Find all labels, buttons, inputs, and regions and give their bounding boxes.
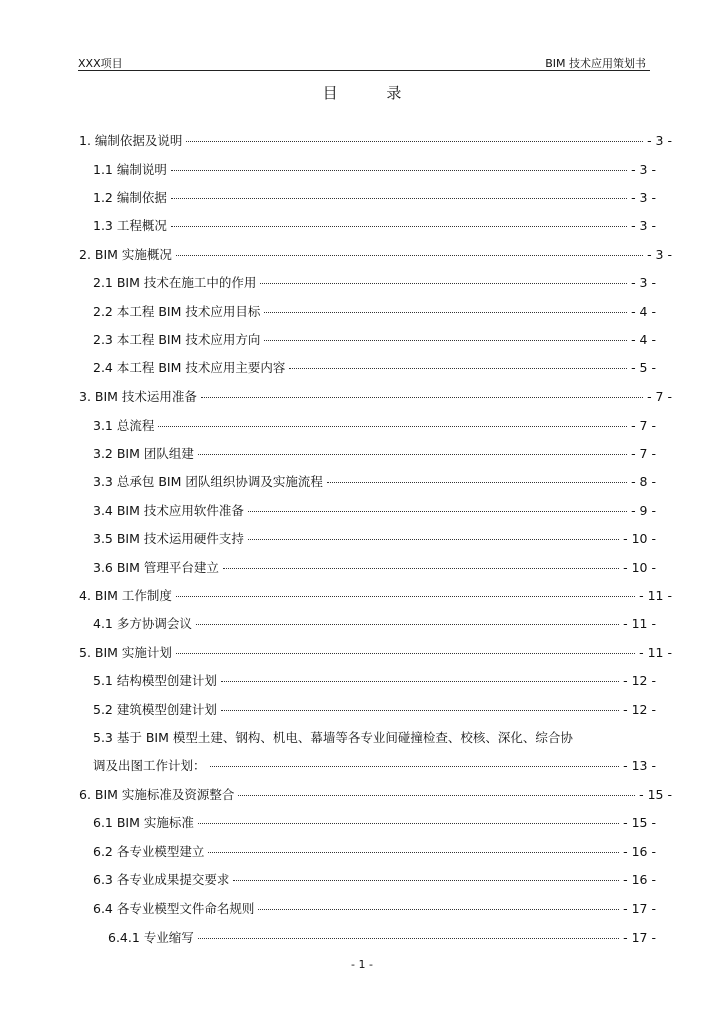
toc-entry-page: - 10 - xyxy=(623,531,656,546)
toc-entry-page: - 3 - xyxy=(647,133,672,148)
toc-entry-label: 3. BIM 技术运用准备 xyxy=(79,389,197,404)
toc-entry-label: 3.3 总承包 BIM 团队组织协调及实施流程 xyxy=(93,474,323,489)
toc-entry-page: - 9 - xyxy=(631,503,656,518)
toc-entry[interactable] xyxy=(93,188,656,206)
toc-entry[interactable] xyxy=(79,785,672,803)
toc-entry-label: 3.2 BIM 团队组建 xyxy=(93,446,194,461)
toc-entry-label: 1.1 编制说明 xyxy=(93,162,167,177)
toc-entry-label: 1. 编制依据及说明 xyxy=(79,133,183,148)
dot-leader xyxy=(327,481,627,483)
toc-entry-label: 6.3 各专业成果提交要求 xyxy=(93,872,230,887)
toc-entry[interactable] xyxy=(93,842,656,860)
toc-entry[interactable] xyxy=(93,160,656,178)
toc-entry[interactable] xyxy=(93,273,656,291)
toc-entry-page: - 3 - xyxy=(631,218,656,233)
toc-entry-label: 6.2 各专业模型建立 xyxy=(93,844,205,859)
toc-entry-label: 1.3 工程概况 xyxy=(93,218,167,233)
toc-entry[interactable] xyxy=(93,700,656,718)
toc-entry[interactable] xyxy=(93,216,656,234)
toc-entry-page: - 7 - xyxy=(631,418,656,433)
toc-entry-page: - 3 - xyxy=(631,275,656,290)
dot-leader xyxy=(198,822,619,824)
toc-entry-label: 2.4 本工程 BIM 技术应用主要内容 xyxy=(93,360,286,375)
toc-entry-wrapped-line[interactable]: 5.3 基于 BIM 模型土建、钢构、机电、幕墙等各专业间碰撞检查、校核、深化、综合协 xyxy=(93,730,573,745)
toc-entry-label: 3.1 总流程 xyxy=(93,418,155,433)
toc-entry[interactable] xyxy=(93,358,656,376)
toc-entry-page: - 3 - xyxy=(647,247,672,262)
dot-leader xyxy=(248,510,627,512)
toc-entry-label: 调及出图工作计划： xyxy=(93,758,206,773)
toc-entry[interactable] xyxy=(79,245,672,263)
dot-leader xyxy=(196,623,619,625)
dot-leader xyxy=(248,538,619,540)
toc-entry-label: 4.1 多方协调会议 xyxy=(93,616,192,631)
toc-entry[interactable] xyxy=(79,131,672,149)
toc-entry-page: - 3 - xyxy=(631,190,656,205)
toc-entry-label: 6. BIM 实施标准及资源整合 xyxy=(79,787,235,802)
toc-entry[interactable] xyxy=(93,416,656,434)
toc-entry-page: - 3 - xyxy=(631,162,656,177)
toc-entry-label: 6.1 BIM 实施标准 xyxy=(93,815,194,830)
toc-entry-page: - 11 - xyxy=(623,616,656,631)
dot-leader xyxy=(210,765,620,767)
toc-entry-page: - 8 - xyxy=(631,474,656,489)
toc-title: 目 录 xyxy=(322,84,424,102)
toc-entry-page: - 5 - xyxy=(631,360,656,375)
toc-entry[interactable] xyxy=(93,302,656,320)
toc-entry-page: - 16 - xyxy=(623,872,656,887)
toc-entry-page: - 10 - xyxy=(623,560,656,575)
dot-leader xyxy=(176,595,635,597)
toc-entry-page: - 13 - xyxy=(623,758,656,773)
dot-leader xyxy=(208,851,619,853)
toc-entry-page: - 12 - xyxy=(623,702,656,717)
toc-entry-label: 2.1 BIM 技术在施工中的作用 xyxy=(93,275,257,290)
toc-entry[interactable] xyxy=(93,444,656,462)
toc-entry[interactable] xyxy=(93,330,656,348)
dot-leader xyxy=(233,879,619,881)
dot-leader xyxy=(221,709,619,711)
dot-leader xyxy=(186,140,643,142)
dot-leader xyxy=(221,680,619,682)
toc-entry-label: 6.4.1 专业缩写 xyxy=(108,930,194,945)
toc-entry[interactable] xyxy=(93,756,656,774)
toc-entry[interactable] xyxy=(93,614,656,632)
toc-entry[interactable] xyxy=(93,558,656,576)
toc-entry-label: 2. BIM 实施概况 xyxy=(79,247,172,262)
toc-entry[interactable] xyxy=(93,472,656,490)
toc-entry-page: - 16 - xyxy=(623,844,656,859)
dot-leader xyxy=(201,396,643,398)
dot-leader xyxy=(238,794,635,796)
toc-entry-label: 5.2 建筑模型创建计划 xyxy=(93,702,217,717)
toc-entry-page: - 4 - xyxy=(631,304,656,319)
dot-leader xyxy=(198,453,627,455)
dot-leader xyxy=(198,937,619,939)
toc-entry-label: 2.2 本工程 BIM 技术应用目标 xyxy=(93,304,261,319)
dot-leader xyxy=(171,197,627,199)
toc-entry-page: - 17 - xyxy=(623,901,656,916)
toc-entry-page: - 7 - xyxy=(631,446,656,461)
dot-leader xyxy=(264,311,627,313)
toc-entry-page: - 12 - xyxy=(623,673,656,688)
toc-entry-label: 6.4 各专业模型文件命名规则 xyxy=(93,901,255,916)
toc-entry-label: 3.5 BIM 技术运用硬件支持 xyxy=(93,531,244,546)
toc-entry-page: - 11 - xyxy=(639,588,672,603)
toc-entry[interactable] xyxy=(93,529,656,547)
dot-leader xyxy=(158,425,627,427)
toc-entry-label: 4. BIM 工作制度 xyxy=(79,588,172,603)
dot-leader xyxy=(264,339,627,341)
page-header xyxy=(78,52,650,71)
toc-entry[interactable] xyxy=(93,899,656,917)
toc-entry[interactable] xyxy=(93,671,656,689)
dot-leader xyxy=(171,225,627,227)
toc-entry-label: 3.6 BIM 管理平台建立 xyxy=(93,560,219,575)
toc-entry[interactable] xyxy=(108,928,656,946)
dot-leader xyxy=(223,567,619,569)
dot-leader xyxy=(258,908,619,910)
header-project-name: XXX项目 xyxy=(78,57,123,70)
toc-entry-label: 3.4 BIM 技术应用软件准备 xyxy=(93,503,244,518)
toc-entry-page: - 15 - xyxy=(639,787,672,802)
toc-entry-page: - 17 - xyxy=(623,930,656,945)
toc-entry-page: - 7 - xyxy=(647,389,672,404)
dot-leader xyxy=(176,652,635,654)
toc-entry-page: - 4 - xyxy=(631,332,656,347)
dot-leader xyxy=(171,169,627,171)
toc-entry[interactable] xyxy=(93,813,656,831)
dot-leader xyxy=(289,367,627,369)
toc-entry-label: 1.2 编制依据 xyxy=(93,190,167,205)
dot-leader xyxy=(176,254,643,256)
toc-entry-label: 5. BIM 实施计划 xyxy=(79,645,172,660)
toc-entry-page: - 11 - xyxy=(639,645,672,660)
toc-entry-page: - 15 - xyxy=(623,815,656,830)
toc-entry-label: 5.1 结构模型创建计划 xyxy=(93,673,217,688)
toc-entry[interactable] xyxy=(79,586,672,604)
toc-entry[interactable] xyxy=(79,387,672,405)
page-number-footer: - 1 - xyxy=(351,958,373,971)
dot-leader xyxy=(260,282,627,284)
toc-entry[interactable] xyxy=(93,501,656,519)
toc-entry-label: 2.3 本工程 BIM 技术应用方向 xyxy=(93,332,261,347)
toc-entry[interactable] xyxy=(93,870,656,888)
header-document-title: BIM 技术应用策划书 xyxy=(545,57,646,70)
toc-entry[interactable] xyxy=(79,643,672,661)
